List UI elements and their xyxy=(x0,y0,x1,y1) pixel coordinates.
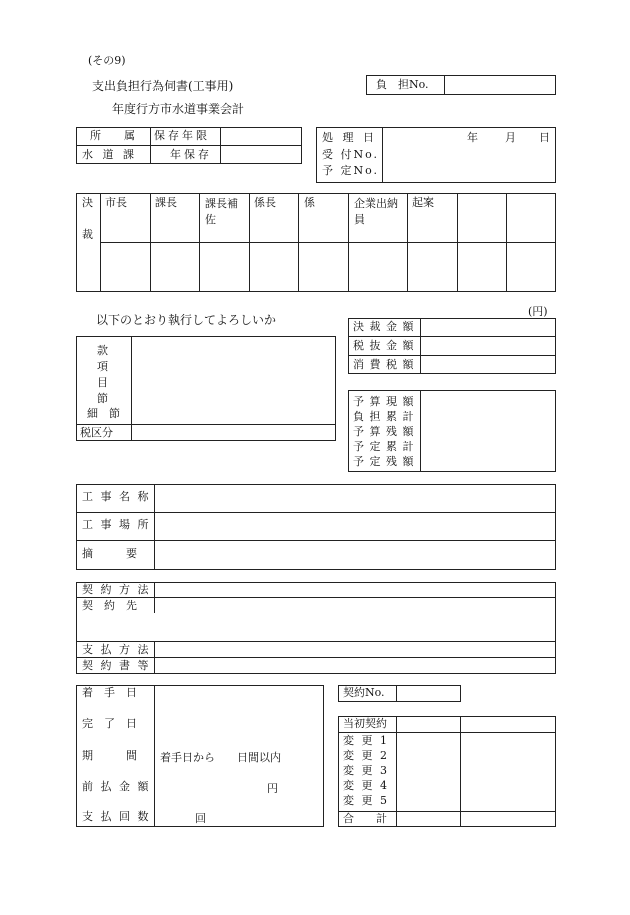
consumption-tax-field[interactable] xyxy=(422,356,554,373)
contract-no-label: 契約No. xyxy=(343,686,385,699)
start-date-label: 着 手 日 xyxy=(82,686,137,699)
payment-count-label: 支 払 回 数 xyxy=(82,810,151,823)
approval-title-1: 決 xyxy=(82,196,93,209)
retention-years-field[interactable] xyxy=(222,128,300,144)
consumption-tax-label: 消 費 税 額 xyxy=(353,358,415,371)
original-contract-label: 当初契約 xyxy=(343,717,387,730)
change-5-label: 変 更 5 xyxy=(343,794,389,807)
planned-remaining-label: 予 定 残 額 xyxy=(353,455,415,468)
stamp-cell-subchief[interactable] xyxy=(250,243,297,291)
fiscal-year-account: 年度行方市水道事業会計 xyxy=(112,102,245,116)
payment-method-field[interactable] xyxy=(156,642,554,656)
request-text: 以下のとおり執行してよろしいか xyxy=(96,313,277,327)
finish-date-field[interactable] xyxy=(156,716,322,744)
project-summary-field[interactable] xyxy=(156,541,554,569)
approval-head-mayor: 市長 xyxy=(105,196,127,209)
decision-amount-label: 決 裁 金 額 xyxy=(353,320,415,333)
burden-no-field[interactable] xyxy=(446,76,554,94)
budget-saisetsu-label: 細 節 xyxy=(87,407,120,420)
approval-head-drafter: 起案 xyxy=(412,196,434,209)
processing-date-label: 処 理 日 xyxy=(322,131,377,144)
budget-moku-label: 目 xyxy=(97,376,108,389)
payment-method-label: 支 払 方 法 xyxy=(82,643,151,656)
stamp-cell-mayor[interactable] xyxy=(101,243,149,291)
tax-class-label: 税区分 xyxy=(80,426,113,439)
contract-no-field[interactable] xyxy=(398,686,460,701)
project-location-label: 工 事 場 所 xyxy=(82,518,151,531)
budget-kan-label: 款 xyxy=(97,344,108,357)
burden-no-label: 負 担No. xyxy=(376,78,429,91)
approval-head-treasurer: 企業出納 員 xyxy=(354,197,398,226)
retention-value: 年保存 xyxy=(170,148,212,161)
yen-unit-label: (円) xyxy=(528,305,548,318)
planned-cumulative-label: 予 定 累 計 xyxy=(353,440,415,453)
changes-amount-field[interactable] xyxy=(462,717,554,826)
stamp-cell-treasurer[interactable] xyxy=(349,243,406,291)
burden-cumulative-label: 負 担 累 計 xyxy=(353,410,415,423)
period-value-text: 着手日から 日間以内 xyxy=(160,751,281,764)
budget-remaining-label: 予 算 残 額 xyxy=(353,425,415,438)
change-1-label: 変 更 1 xyxy=(343,734,389,747)
contract-method-label: 契 約 方 法 xyxy=(82,583,151,596)
period-label: 期 間 xyxy=(82,749,137,762)
change-3-label: 変 更 3 xyxy=(343,764,389,777)
budget-items-field[interactable] xyxy=(133,337,334,423)
approval-head-chief: 課長 xyxy=(155,196,177,209)
pretax-amount-field[interactable] xyxy=(422,337,554,354)
project-summary-label: 摘 要 xyxy=(82,547,137,560)
contract-party-label: 契 約 先 xyxy=(82,599,137,612)
affiliation-value: 水 道 課 xyxy=(82,148,137,161)
pretax-amount-label: 税 抜 金 額 xyxy=(353,339,415,352)
contract-docs-label: 契 約 書 等 xyxy=(82,659,151,672)
month-label: 月 xyxy=(505,131,516,144)
change-4-label: 変 更 4 xyxy=(343,779,389,792)
page-number: (その9) xyxy=(88,54,126,67)
approval-head-deputy: 課長補 佐 xyxy=(205,197,238,226)
tax-class-field[interactable] xyxy=(133,425,334,440)
contract-party-field[interactable] xyxy=(77,614,554,640)
stamp-cell-drafter[interactable] xyxy=(408,243,456,291)
reception-no-label: 受 付No. xyxy=(322,148,380,161)
finish-date-label: 完 了 日 xyxy=(82,717,137,730)
start-date-field[interactable] xyxy=(156,686,322,714)
stamp-cell-deputy[interactable] xyxy=(200,243,248,291)
advance-payment-label: 前 払 金 額 xyxy=(82,780,151,793)
budget-setsu-label: 節 xyxy=(97,392,108,405)
approval-head-staff: 係 xyxy=(304,196,315,209)
form-title: 支出負担行為伺書(工事用) xyxy=(92,79,234,93)
total-label: 合 計 xyxy=(343,812,387,825)
project-name-field[interactable] xyxy=(156,485,554,511)
affiliation-label: 所 属 xyxy=(90,129,141,142)
budget-kou-label: 項 xyxy=(97,360,108,373)
payment-times-unit: 回 xyxy=(195,812,206,825)
change-2-label: 変 更 2 xyxy=(343,749,389,762)
project-location-field[interactable] xyxy=(156,513,554,539)
year-label: 年 xyxy=(467,131,478,144)
approval-head-subchief: 係長 xyxy=(254,196,276,209)
contract-docs-field[interactable] xyxy=(156,658,554,673)
budget-status-field[interactable] xyxy=(422,391,554,471)
stamp-cell-chief[interactable] xyxy=(151,243,198,291)
retention-label: 保存年限 xyxy=(154,129,210,142)
budget-current-label: 予 算 現 額 xyxy=(353,395,415,408)
contract-method-field[interactable] xyxy=(156,583,554,596)
decision-amount-field[interactable] xyxy=(422,319,554,335)
schedule-no-label: 予 定No. xyxy=(322,164,380,177)
changes-date-field[interactable] xyxy=(398,717,459,826)
approval-title-2: 裁 xyxy=(82,228,93,241)
project-name-label: 工 事 名 称 xyxy=(82,490,151,503)
day-label: 日 xyxy=(539,131,550,144)
stamp-cell-staff[interactable] xyxy=(299,243,347,291)
advance-yen-unit: 円 xyxy=(267,782,278,795)
